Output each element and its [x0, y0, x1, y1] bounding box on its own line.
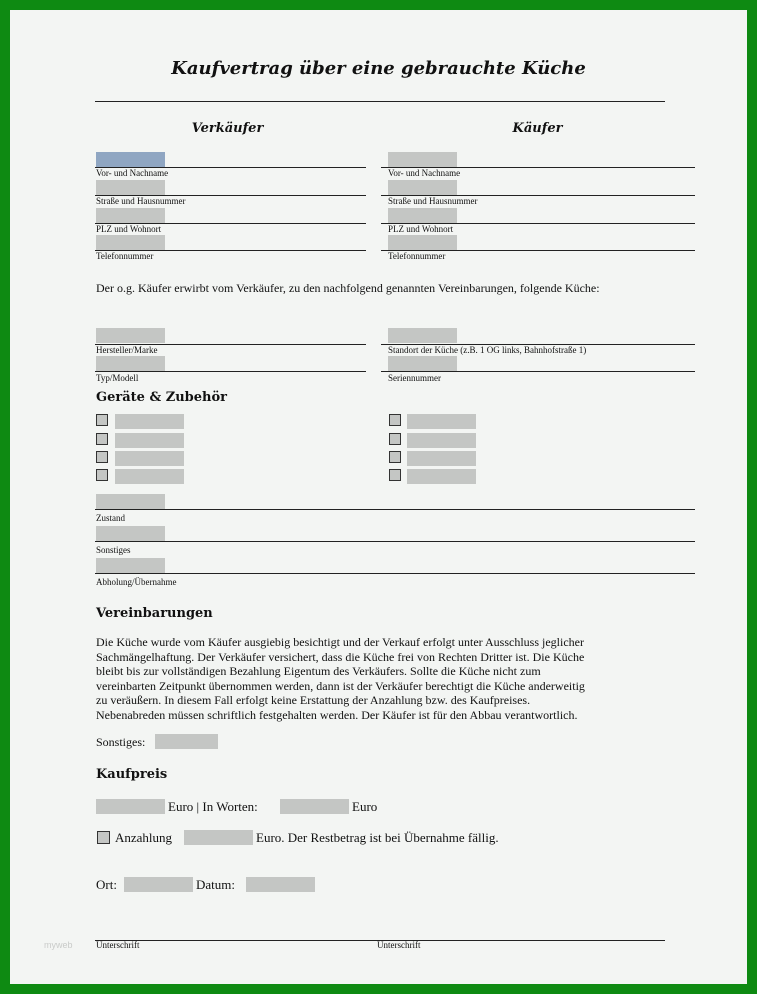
- model-field[interactable]: [96, 356, 165, 371]
- model-label: Typ/Modell: [96, 373, 139, 383]
- title-divider: [95, 101, 665, 102]
- agreements-paragraph: [96, 635, 663, 722]
- seller-street-label: Straße und Hausnummer: [96, 196, 186, 206]
- misc-label: Sonstiges: [96, 545, 131, 555]
- appliance-checkbox-right-4[interactable]: [389, 469, 401, 481]
- appliance-field-left-4[interactable]: [115, 469, 184, 484]
- condition-field[interactable]: [96, 494, 165, 509]
- seller-name-field[interactable]: [96, 152, 165, 167]
- misc-field[interactable]: [96, 526, 165, 541]
- appliance-field-right-2[interactable]: [407, 433, 476, 448]
- appliance-checkbox-right-1[interactable]: [389, 414, 401, 426]
- price-euro-label: Euro: [352, 799, 378, 814]
- seller-city-label: PLZ und Wohnort: [96, 224, 162, 234]
- agreements-line-4: vereinbarten Zeitpunkt übernommen werden, dann ist der Verkäufer berechtigt die Küche anderweitig: [96, 678, 585, 693]
- appliance-checkbox-left-1[interactable]: [96, 414, 108, 426]
- deposit-checkbox[interactable]: [97, 831, 110, 844]
- buyer-name-label: Vor- und Nachname: [388, 168, 461, 178]
- signature-left-label: Unterschrift: [96, 940, 140, 950]
- agreements-line-6: Nebenabreden müssen schriftlich festgehalten werden. Der Käufer ist für den Abbau verantwortlich.: [96, 707, 578, 722]
- agreements-line-3: bleibt bis zur vollständigen Bezahlung Eigentum des Verkäufers. Sollte die Küche nicht zum: [96, 664, 541, 678]
- appliance-checkbox-left-4[interactable]: [96, 469, 108, 481]
- intro-text: Der o.g. Käufer erwirbt vom Verkäufer, zu den nachfolgend genannten Vereinbarungen, folgende Küche:: [96, 281, 600, 295]
- appliance-field-right-3[interactable]: [407, 451, 476, 466]
- signature-right-label: Unterschrift: [377, 940, 421, 950]
- condition-label: Zustand: [96, 513, 125, 523]
- deposit-label: Anzahlung: [115, 830, 173, 845]
- seller-phone-label: Telefonnummer: [96, 251, 154, 261]
- manufacturer-label: Hersteller/Marke: [96, 345, 158, 355]
- serial-line: [381, 371, 695, 372]
- seller-street-field[interactable]: [96, 180, 165, 195]
- buyer-name-field[interactable]: [388, 152, 457, 167]
- other-label: Sonstiges:: [96, 735, 146, 749]
- seller-city-field[interactable]: [96, 208, 165, 223]
- price-heading: Kaufpreis: [96, 767, 168, 782]
- pickup-line: [95, 573, 695, 574]
- misc-line: [95, 541, 695, 542]
- appliance-field-right-1[interactable]: [407, 414, 476, 429]
- appliance-field-right-4[interactable]: [407, 469, 476, 484]
- price-amount-field[interactable]: [96, 799, 165, 814]
- agreements-line-1: Die Küche wurde vom Käufer ausgiebig besichtigt und der Verkauf erfolgt unter Ausschluss jeglicher: [96, 635, 584, 649]
- buyer-phone-label: Telefonnummer: [388, 251, 446, 261]
- agreements-line-5: zu veräußern. In diesem Fall erfolgt keine Erstattung der Anzahlung bzw. des Kaufpreises.: [96, 693, 531, 707]
- location-field[interactable]: [388, 328, 457, 343]
- location-label: Standort der Küche (z.B. 1 OG links, Bahnhofstraße 1): [388, 345, 587, 355]
- seller-name-label: Vor- und Nachname: [96, 168, 169, 178]
- model-line: [95, 371, 366, 372]
- deposit-amount-field[interactable]: [184, 830, 253, 845]
- buyer-city-label: PLZ und Wohnort: [388, 224, 454, 234]
- pickup-field[interactable]: [96, 558, 165, 573]
- date-label: Datum:: [196, 877, 235, 892]
- agreements-heading: Vereinbarungen: [96, 606, 213, 621]
- appliance-checkbox-left-3[interactable]: [96, 451, 108, 463]
- manufacturer-field[interactable]: [96, 328, 165, 343]
- pickup-label: Abholung/Übernahme: [96, 577, 177, 587]
- appliance-checkbox-right-3[interactable]: [389, 451, 401, 463]
- serial-label: Seriennummer: [388, 373, 441, 383]
- appliances-heading: Geräte & Zubehör: [96, 390, 227, 405]
- buyer-city-field[interactable]: [388, 208, 457, 223]
- seller-heading: Verkäufer: [191, 121, 264, 136]
- buyer-street-field[interactable]: [388, 180, 457, 195]
- price-words-field[interactable]: [280, 799, 349, 814]
- serial-field[interactable]: [388, 356, 457, 371]
- appliance-field-left-2[interactable]: [115, 433, 184, 448]
- appliance-checkbox-left-2[interactable]: [96, 433, 108, 445]
- buyer-phone-field[interactable]: [388, 235, 457, 250]
- place-field[interactable]: [124, 877, 193, 892]
- agreements-line-2: Sachmängelhaftung. Der Verkäufer versichert, dass die Küche frei von Rechten Dritter ist. Die Küche: [96, 649, 585, 664]
- appliance-field-left-1[interactable]: [115, 414, 184, 429]
- appliance-field-left-3[interactable]: [115, 451, 184, 466]
- buyer-street-label: Straße und Hausnummer: [388, 196, 478, 206]
- date-field[interactable]: [246, 877, 315, 892]
- watermark-text: myweb: [44, 940, 73, 950]
- other-field[interactable]: [155, 734, 218, 749]
- place-label: Ort:: [96, 877, 117, 892]
- deposit-rest-text: Euro. Der Restbetrag ist bei Übernahme fällig.: [256, 830, 499, 845]
- seller-phone-field[interactable]: [96, 235, 165, 250]
- page-title: Kaufvertrag über eine gebrauchte Küche: [171, 58, 586, 79]
- price-euro-words-label: Euro | In Worten:: [168, 799, 258, 814]
- buyer-heading: Käufer: [512, 121, 563, 136]
- condition-line: [95, 509, 695, 510]
- appliance-checkbox-right-2[interactable]: [389, 433, 401, 445]
